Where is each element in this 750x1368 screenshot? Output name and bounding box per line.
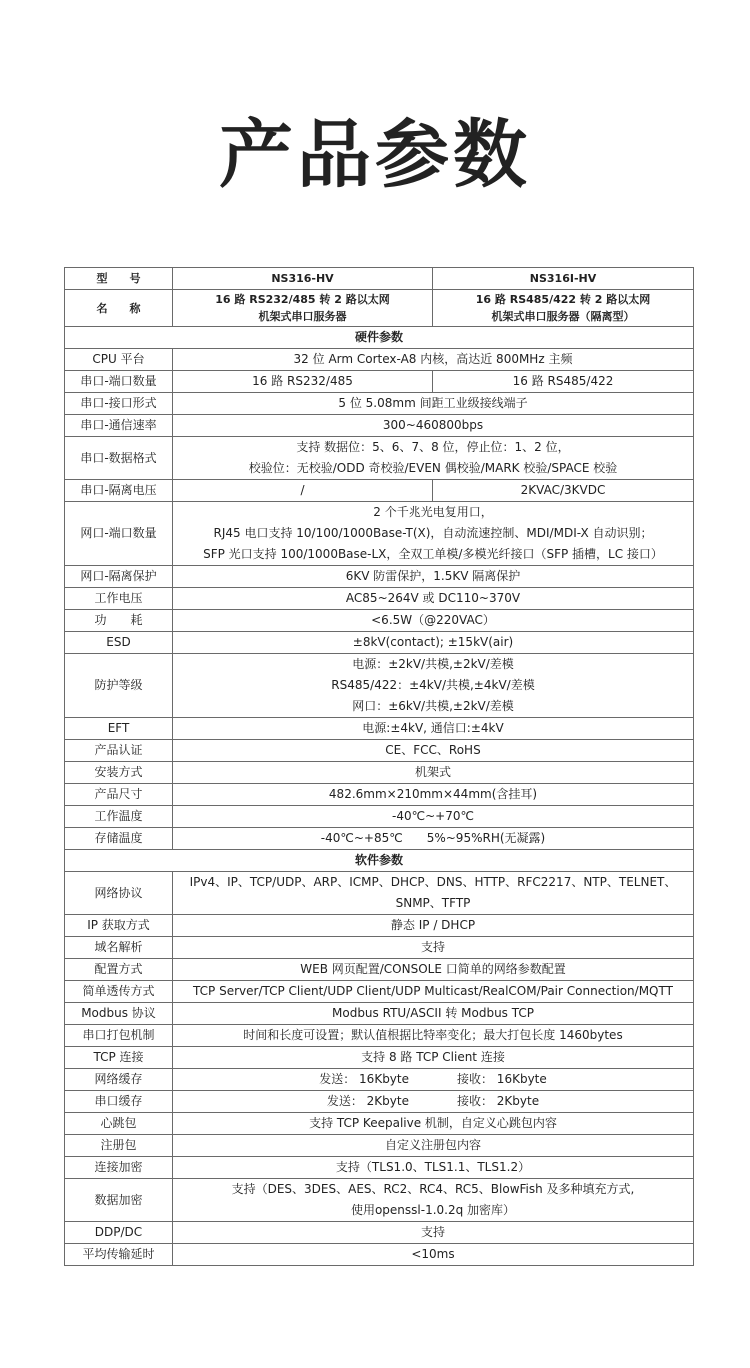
spec-row <box>65 959 694 981</box>
page-title: 产品参数 <box>219 112 531 198</box>
spec-label: 串口打包机制 <box>65 1025 173 1047</box>
spec-value-line: 电源：±2kV/共模,±2kV/差模 <box>352 657 514 671</box>
spec-value <box>173 1047 694 1069</box>
spec-label: 网口-隔离保护 <box>65 566 173 588</box>
spec-value-line: 时间和长度可设置；默认值根据比特率变化；最大打包长度 1460bytes <box>243 1028 623 1042</box>
spec-value-line: 发送： 16Kbyte 接收： 16Kbyte <box>319 1072 547 1086</box>
spec-value <box>173 784 694 806</box>
name-label: 名 称 <box>65 290 173 327</box>
spec-row <box>65 566 694 588</box>
spec-value-line: -40℃~+70℃ <box>392 809 474 823</box>
spec-label: 防护等级 <box>65 654 173 718</box>
spec-value-line: 支持（TLS1.0、TLS1.1、TLS1.2） <box>335 1160 531 1174</box>
spec-label: 产品认证 <box>65 740 173 762</box>
spec-row <box>65 349 694 371</box>
spec-row <box>65 1222 694 1244</box>
spec-row <box>65 1244 694 1266</box>
spec-value: 16 路 RS485/422 <box>433 371 694 393</box>
spec-value-line: 电源:±4kV, 通信口:±4kV <box>362 721 504 735</box>
name-ns316i-hv <box>433 290 694 327</box>
spec-row <box>65 806 694 828</box>
spec-value-line: WEB 网页配置/CONSOLE 口简单的网络参数配置 <box>300 962 566 976</box>
spec-value-line: 自定义注册包内容 <box>384 1138 481 1152</box>
spec-row <box>65 1003 694 1025</box>
spec-label: 网络协议 <box>65 872 173 915</box>
spec-row <box>65 632 694 654</box>
spec-row <box>65 437 694 480</box>
spec-value-line: <10ms <box>411 1247 455 1261</box>
spec-value <box>173 1003 694 1025</box>
spec-value-line: 支持 <box>420 940 445 954</box>
spec-row <box>65 654 694 718</box>
model-row <box>65 268 694 290</box>
spec-value <box>173 1069 694 1091</box>
model-label: 型 号 <box>65 268 173 290</box>
spec-label: 功 耗 <box>65 610 173 632</box>
spec-row <box>65 1179 694 1222</box>
spec-label: 串口-通信速率 <box>65 415 173 437</box>
spec-value <box>173 872 694 915</box>
model-ns316-hv: NS316-HV <box>173 268 433 290</box>
spec-value <box>173 959 694 981</box>
spec-value <box>173 1157 694 1179</box>
spec-value-line: SFP 光口支持 100/1000Base-LX，全双工单模/多模光纤接口（SFP 插槽，LC 接口） <box>203 547 663 561</box>
section-title: 硬件参数 <box>65 327 694 349</box>
spec-row <box>65 915 694 937</box>
spec-value <box>173 654 694 718</box>
spec-label: 平均传输延时 <box>65 1244 173 1266</box>
spec-value <box>173 610 694 632</box>
spec-label: DDP/DC <box>65 1222 173 1244</box>
spec-value <box>173 1222 694 1244</box>
spec-value-line: 发送： 2Kbyte 接收： 2Kbyte <box>326 1094 540 1108</box>
spec-row <box>65 784 694 806</box>
spec-label: 网络缓存 <box>65 1069 173 1091</box>
spec-value-line: RJ45 电口支持 10/100/1000Base-T(X)，自动流速控制、MDI/MDI-X 自动识别； <box>213 526 653 540</box>
section-header-row <box>65 850 694 872</box>
spec-value-line: 支持 数据位：5、6、7、8 位，停止位：1、2 位， <box>296 440 570 454</box>
spec-value-line: <6.5W（@220VAC） <box>371 613 495 627</box>
name-line: 16 路 RS485/422 转 2 路以太网 <box>475 293 651 306</box>
spec-value-line: 校验位：无校验/ODD 奇校验/EVEN 偶校验/MARK 校验/SPACE 校验 <box>248 461 618 475</box>
spec-value-line: IPv4、IP、TCP/UDP、ARP、ICMP、DHCP、DNS、HTTP、RFC2217、NTP、TELNET、 <box>189 875 677 889</box>
spec-value-line: 300~460800bps <box>382 418 484 432</box>
spec-value <box>173 937 694 959</box>
spec-table-body <box>65 268 694 1266</box>
spec-label: 串口-数据格式 <box>65 437 173 480</box>
spec-value-line: AC85~264V 或 DC110~370V <box>345 591 521 605</box>
spec-label: 数据加密 <box>65 1179 173 1222</box>
spec-label: TCP 连接 <box>65 1047 173 1069</box>
spec-value <box>173 437 694 480</box>
spec-row <box>65 480 694 502</box>
spec-row <box>65 1135 694 1157</box>
name-line: 机架式串口服务器（隔离型） <box>491 310 635 323</box>
spec-label: 串口-端口数量 <box>65 371 173 393</box>
spec-value-line: TCP Server/TCP Client/UDP Client/UDP Multicast/RealCOM/Pair Connection/MQTT <box>193 984 673 998</box>
spec-value-line: 482.6mm×210mm×44mm(含挂耳) <box>328 787 538 801</box>
spec-row <box>65 1069 694 1091</box>
spec-row <box>65 1091 694 1113</box>
spec-value <box>173 981 694 1003</box>
spec-row <box>65 981 694 1003</box>
spec-row <box>65 872 694 915</box>
spec-value: 16 路 RS232/485 <box>173 371 433 393</box>
spec-value-line: -40℃~+85℃ 5%~95%RH(无凝露) <box>320 831 546 845</box>
spec-label: 存储温度 <box>65 828 173 850</box>
name-ns316-hv <box>173 290 433 327</box>
spec-value-line: 支持 8 路 TCP Client 连接 <box>361 1050 505 1064</box>
spec-row <box>65 1047 694 1069</box>
spec-row <box>65 1025 694 1047</box>
spec-value-line: SNMP、TFTP <box>395 896 471 910</box>
spec-value <box>173 1135 694 1157</box>
section-header-row <box>65 327 694 349</box>
spec-label: 域名解析 <box>65 937 173 959</box>
spec-row <box>65 393 694 415</box>
spec-value <box>173 1113 694 1135</box>
spec-label: 注册包 <box>65 1135 173 1157</box>
name-line: 机架式串口服务器 <box>258 310 347 323</box>
spec-label: 工作电压 <box>65 588 173 610</box>
spec-label: 产品尺寸 <box>65 784 173 806</box>
spec-label: 安装方式 <box>65 762 173 784</box>
spec-label: 工作温度 <box>65 806 173 828</box>
spec-value-line: 支持（DES、3DES、AES、RC2、RC4、RC5、BlowFish 及多种填充方式, <box>231 1182 635 1196</box>
spec-value-line: ±8kV(contact); ±15kV(air) <box>352 635 514 649</box>
spec-value <box>173 415 694 437</box>
spec-value <box>173 806 694 828</box>
spec-value-line: RS485/422：±4kV/共模,±4kV/差模 <box>331 678 535 692</box>
spec-value <box>173 349 694 371</box>
spec-value <box>173 1179 694 1222</box>
spec-label: 简单透传方式 <box>65 981 173 1003</box>
spec-value-line: 6KV 防雷保护，1.5KV 隔离保护 <box>345 569 521 583</box>
spec-value-line: 网口：±6kV/共模,±2kV/差模 <box>352 699 514 713</box>
spec-value: / <box>173 480 433 502</box>
spec-label: 连接加密 <box>65 1157 173 1179</box>
spec-row <box>65 1157 694 1179</box>
spec-value-line: 支持 TCP Keepalive 机制，自定义心跳包内容 <box>309 1116 557 1130</box>
spec-row <box>65 762 694 784</box>
spec-row <box>65 502 694 566</box>
spec-value <box>173 1091 694 1113</box>
spec-value <box>173 566 694 588</box>
spec-label: 配置方式 <box>65 959 173 981</box>
spec-value <box>173 1244 694 1266</box>
name-row <box>65 290 694 327</box>
spec-row <box>65 718 694 740</box>
spec-value <box>173 762 694 784</box>
spec-value-line: 32 位 Arm Cortex-A8 内核，高达近 800MHz 主频 <box>293 352 573 366</box>
spec-value-line: 使用openssl-1.0.2q 加密库） <box>350 1203 516 1217</box>
model-ns316i-hv: NS316I-HV <box>433 268 694 290</box>
spec-value-line: 支持 <box>420 1225 445 1239</box>
spec-table <box>64 267 694 1266</box>
name-line: 16 路 RS232/485 转 2 路以太网 <box>215 293 390 306</box>
spec-value: 2KVAC/3KVDC <box>433 480 694 502</box>
spec-value-line: 2 个千兆光电复用口， <box>373 505 493 519</box>
spec-row <box>65 937 694 959</box>
spec-value-line: CE、FCC、RoHS <box>385 743 481 757</box>
spec-label: EFT <box>65 718 173 740</box>
spec-value <box>173 740 694 762</box>
spec-value <box>173 1025 694 1047</box>
spec-value-line: 机架式 <box>414 765 451 779</box>
spec-value-line: 5 位 5.08mm 间距工业级接线端子 <box>338 396 528 410</box>
spec-value <box>173 718 694 740</box>
spec-label: CPU 平台 <box>65 349 173 371</box>
spec-row <box>65 415 694 437</box>
spec-value-line: 静态 IP / DHCP <box>390 918 476 932</box>
spec-value <box>173 828 694 850</box>
spec-label: IP 获取方式 <box>65 915 173 937</box>
spec-row <box>65 1113 694 1135</box>
spec-label: ESD <box>65 632 173 654</box>
section-title: 软件参数 <box>65 850 694 872</box>
spec-label: 网口-端口数量 <box>65 502 173 566</box>
spec-row <box>65 610 694 632</box>
spec-label: 串口缓存 <box>65 1091 173 1113</box>
spec-value <box>173 502 694 566</box>
spec-row <box>65 740 694 762</box>
spec-value-line: Modbus RTU/ASCII 转 Modbus TCP <box>332 1006 534 1020</box>
spec-label: 串口-隔离电压 <box>65 480 173 502</box>
spec-label: 串口-接口形式 <box>65 393 173 415</box>
spec-label: 心跳包 <box>65 1113 173 1135</box>
spec-value <box>173 915 694 937</box>
spec-value <box>173 393 694 415</box>
spec-row <box>65 828 694 850</box>
spec-value <box>173 632 694 654</box>
spec-row <box>65 371 694 393</box>
spec-value <box>173 588 694 610</box>
spec-label: Modbus 协议 <box>65 1003 173 1025</box>
spec-row <box>65 588 694 610</box>
